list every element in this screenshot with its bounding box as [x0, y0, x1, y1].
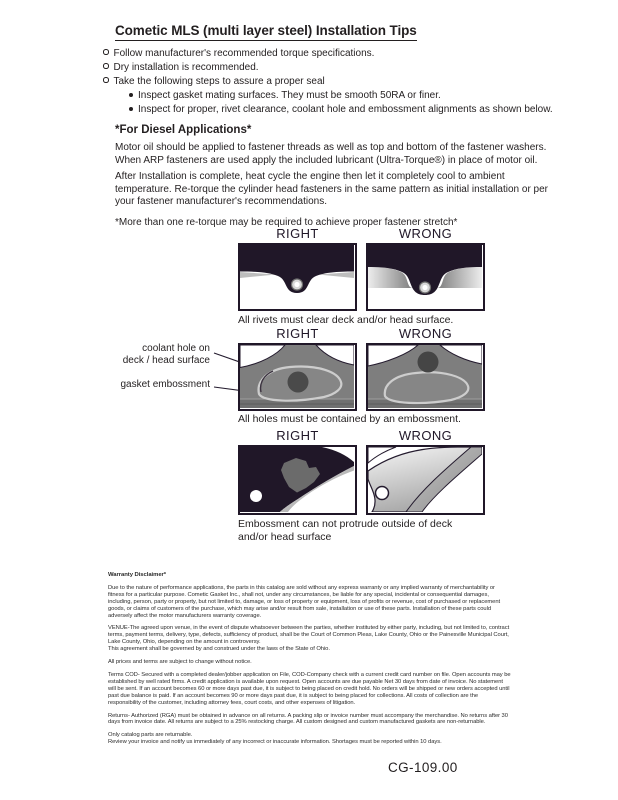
tips-list [103, 47, 555, 89]
annotation-line: deck / head surface [122, 355, 210, 366]
legal-paragraph: This agreement shall be governed by and construed under the laws of the State of Ohio. [108, 646, 330, 653]
list-item-text: Dry installation is recommended. [113, 62, 259, 73]
caption-line: Embossment can not protrude outside of deck [238, 518, 453, 530]
list-item [129, 89, 555, 103]
page-code: CG-109.00 [388, 760, 458, 775]
annotation-line: coolant hole on [142, 343, 210, 354]
diesel-paragraph-2: After Installation is complete, heat cycle the engine then let it completely cool to ambient temperature. Re-torque the cylinder head fasteners in the same pattern as initial installation or per your fastener manufacturer's recommendations. [115, 171, 549, 207]
legal-paragraph: Due to the nature of performance applications, the parts in this catalog are sold without any express warranty or any implied warranty of merchantability or fitness for a particular purpose. Cometic Gasket Inc., shall not, under any circumstances, be liable for any special, incidental or consequential damages, including, person, party or property, but not limited to, damage, or loss of property or equipment, loss of profits or revenue, cost of purchased or replacement goods, or claims of customers of the purchase, which may arise and/or result from sale, installation or use of these parts. Installation of these parts could adversely affect the motor manufacturers warranty coverage. [108, 584, 501, 619]
protrusion-wrong-illustration [366, 445, 485, 515]
list-item-text: Inspect for proper, rivet clearance, coolant hole and embossment alignments as shown below. [138, 104, 553, 115]
legal-paragraph: Only catalog parts are returnable. [108, 732, 193, 739]
list-item [103, 75, 555, 89]
coolant-hole-annotation [108, 343, 210, 367]
filled-bullet-icon [129, 107, 133, 111]
protrusion-right-illustration [238, 445, 357, 515]
page-title: Cometic MLS (multi layer steel) Installation Tips [115, 23, 417, 41]
embossment-wrong-illustration [366, 343, 485, 411]
bolt-hole [250, 490, 262, 502]
list-item-text: Take the following steps to assure a proper seal [113, 76, 325, 87]
retorque-note: *More than one re-torque may be required to achieve proper fastener stretch* [115, 216, 458, 228]
list-item-text: Follow manufacturer's recommended torque specifications. [113, 48, 375, 59]
legal-paragraph: Returns- Authorized (RGA) must be obtained in advance on all returns. A packing slip or invoice number must accompany the merchandise. No returns after 30 days from invoice date. All returns are subject to a 25% restocking charge. All custom designed and custom manufactured gaskets are non-returnable. [108, 712, 508, 726]
list-item [129, 103, 555, 117]
rivet-wrong-drawing [368, 245, 482, 308]
legal-paragraph: All prices and terms are subject to change without notice. [108, 659, 252, 666]
diesel-heading: *For Diesel Applications* [115, 124, 252, 136]
figure2-wrong-label: WRONG [398, 326, 453, 341]
warranty-disclaimer-heading: Warranty Disclaimer* [108, 572, 167, 578]
protrusion-wrong-drawing [368, 447, 482, 512]
protrusion-right-drawing [240, 447, 354, 512]
figure3-caption [238, 518, 508, 544]
figure2-caption: All holes must be contained by an embossment. [238, 413, 461, 425]
hollow-bullet-icon [103, 49, 109, 55]
gasket-embossment-annotation: gasket embossment [120, 379, 210, 390]
rivet-right-illustration [238, 243, 357, 311]
caption-line: and/or head surface [238, 531, 332, 543]
embossment-right-drawing [240, 345, 354, 408]
rivet-center [422, 285, 427, 290]
intro-section [103, 22, 555, 229]
filled-bullet-icon [129, 93, 133, 97]
embossment-wrong-drawing [368, 345, 482, 408]
bolt-hole [376, 487, 389, 500]
figure2-right-label: RIGHT [276, 326, 319, 341]
list-item [103, 61, 555, 75]
embossment-outline [385, 372, 469, 403]
list-item-text: Inspect gasket mating surfaces. They must be smooth 50RA or finer. [138, 90, 441, 101]
embossment-right-illustration [238, 343, 357, 411]
diesel-paragraph-1: Motor oil should be applied to fastener threads as well as top and bottom of the fastener washers. When ARP fasteners are used apply the included lubricant (Ultra-Torque®) in place of motor oil. [115, 142, 547, 166]
rivet-center [294, 282, 299, 287]
list-item [103, 47, 555, 61]
figure3-wrong-label: WRONG [398, 428, 453, 443]
legal-section [108, 572, 512, 752]
hollow-bullet-icon [103, 77, 109, 83]
rivet-right-drawing [240, 245, 354, 308]
figure1-wrong-label: WRONG [398, 226, 453, 241]
coolant-hole [418, 352, 439, 373]
coolant-hole [288, 372, 309, 393]
legal-paragraph: Review your invoice and notify us immediately of any incorrect or inaccurate information. Shortages must be reported within 10 days. [108, 739, 442, 746]
tips-sublist [103, 89, 555, 117]
legal-paragraph: VENUE-The agreed upon venue, in the event of dispute whatsoever between the parties, whether instituted by either party, including, but not limited to, contract terms, payment terms, delivery, type, defects, sufficiency of product, shall be the Court of Common Pleas, Lake County, Ohio or the Painesville Municipal Court, Lake County, Ohio, depending on the amount in controversy. [108, 625, 510, 646]
figure1-caption: All rivets must clear deck and/or head surface. [238, 314, 454, 326]
legal-paragraph: Terms COD- Secured with a completed dealer/jobber application on File, COD-Company check with a current credit card number on file. Open accounts may be established by well rated firms. A credit application is available upon request. Open accounts are due payable Net 30 days from date of invoice. No statement will be sent. If an account becomes 60 or more days past due, it is subject to being placed on credit hold. No orders will be shipped or new orders accepted until past due balance is paid. If an account becomes 90 or more days past due, it is subject to being placed for collections. All costs of collection are the responsibility of the customer, including attorney fees, court costs, and other expenses of litigation. [108, 671, 511, 706]
figure3-right-label: RIGHT [276, 428, 319, 443]
figure1-right-label: RIGHT [276, 226, 319, 241]
hollow-bullet-icon [103, 63, 109, 69]
rivet-wrong-illustration [366, 243, 485, 311]
